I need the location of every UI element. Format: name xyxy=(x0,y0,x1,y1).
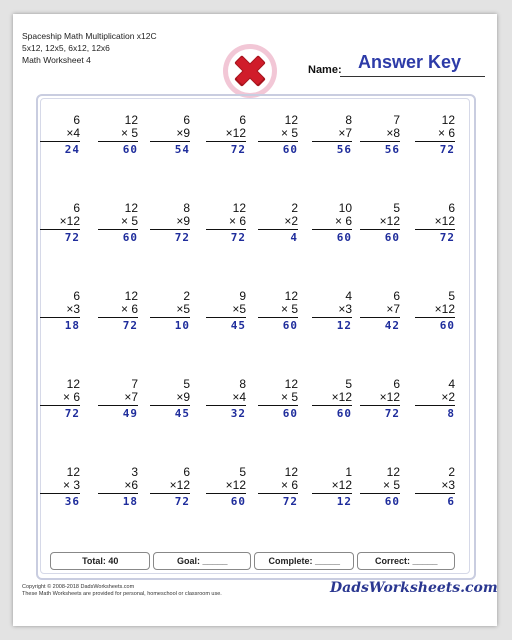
top-number: 9 xyxy=(239,289,246,303)
top-number: 6 xyxy=(448,201,455,215)
problem xyxy=(40,466,80,509)
multiplier: ×12 xyxy=(360,391,400,406)
problem xyxy=(360,202,400,245)
multiplier: ×4 xyxy=(206,391,246,406)
answer: 8 xyxy=(447,407,455,420)
answer: 4 xyxy=(290,231,298,244)
multiplier: × 6 xyxy=(258,479,298,494)
problem xyxy=(360,466,400,509)
answer: 12 xyxy=(336,319,352,332)
multiplier: ×2 xyxy=(258,215,298,230)
goal-cell: Goal: _____ xyxy=(153,552,251,570)
problem xyxy=(206,466,246,509)
top-number: 7 xyxy=(393,113,400,127)
problem xyxy=(40,114,80,157)
top-number: 6 xyxy=(73,289,80,303)
multiplier: × 6 xyxy=(40,391,80,406)
multiplier: ×12 xyxy=(206,127,246,142)
problem xyxy=(258,466,298,509)
multiplier: ×3 xyxy=(312,303,352,318)
top-number: 5 xyxy=(239,465,246,479)
multiplier: × 5 xyxy=(258,127,298,142)
answer: 72 xyxy=(64,231,80,244)
multiplier: × 5 xyxy=(258,303,298,318)
problem xyxy=(206,202,246,245)
top-number: 2 xyxy=(448,465,455,479)
problem xyxy=(415,114,455,157)
multiplier: ×12 xyxy=(150,479,190,494)
problem xyxy=(150,202,190,245)
answer: 60 xyxy=(122,231,138,244)
worksheet-subtitle: Math Worksheet 4 xyxy=(22,55,91,65)
answer: 12 xyxy=(336,495,352,508)
top-number: 12 xyxy=(284,377,298,391)
answer: 49 xyxy=(122,407,138,420)
multiplier: ×12 xyxy=(360,215,400,230)
multiplier: ×9 xyxy=(150,391,190,406)
problem xyxy=(312,378,352,421)
multiplier: × 6 xyxy=(98,303,138,318)
problem xyxy=(258,290,298,333)
multiplier: ×5 xyxy=(150,303,190,318)
problem xyxy=(312,290,352,333)
name-area xyxy=(308,52,488,82)
top-number: 6 xyxy=(183,113,190,127)
answer: 18 xyxy=(64,319,80,332)
multiplier: ×7 xyxy=(312,127,352,142)
answer: 60 xyxy=(336,407,352,420)
multiplier: ×7 xyxy=(98,391,138,406)
answer: 72 xyxy=(230,231,246,244)
copyright-line: Copyright © 2008-2018 DadsWorksheets.com xyxy=(22,584,135,590)
problem xyxy=(258,114,298,157)
top-number: 12 xyxy=(441,113,455,127)
answer: 72 xyxy=(439,143,455,156)
problem xyxy=(360,290,400,333)
answer: 32 xyxy=(230,407,246,420)
multiplier: × 6 xyxy=(312,215,352,230)
problem xyxy=(98,202,138,245)
top-number: 6 xyxy=(393,289,400,303)
problem xyxy=(40,290,80,333)
answer: 60 xyxy=(384,495,400,508)
answer: 72 xyxy=(174,231,190,244)
answer: 60 xyxy=(282,143,298,156)
multiplier: ×12 xyxy=(312,479,352,494)
problem xyxy=(415,202,455,245)
multiplier: ×4 xyxy=(40,127,80,142)
answer: 6 xyxy=(447,495,455,508)
name-label: Name: xyxy=(308,64,342,76)
top-number: 12 xyxy=(232,201,246,215)
top-number: 6 xyxy=(239,113,246,127)
top-number: 12 xyxy=(66,377,80,391)
multiplier: ×9 xyxy=(150,127,190,142)
multiplier: ×12 xyxy=(312,391,352,406)
answer: 60 xyxy=(384,231,400,244)
multiplier: ×12 xyxy=(206,479,246,494)
answer: 56 xyxy=(384,143,400,156)
multiplier: ×6 xyxy=(98,479,138,494)
problem xyxy=(150,114,190,157)
usage-line: These Math Worksheets are provided for personal, homeschool or classroom use. xyxy=(22,591,222,597)
answer: 60 xyxy=(230,495,246,508)
multiplier: ×8 xyxy=(360,127,400,142)
top-number: 5 xyxy=(345,377,352,391)
problem xyxy=(312,466,352,509)
name-line xyxy=(340,76,485,77)
problem xyxy=(40,202,80,245)
multiplier: × 6 xyxy=(206,215,246,230)
answer: 60 xyxy=(122,143,138,156)
multiplier: ×2 xyxy=(415,391,455,406)
problem xyxy=(415,290,455,333)
answer: 42 xyxy=(384,319,400,332)
problem xyxy=(206,378,246,421)
correct-cell: Correct: _____ xyxy=(357,552,455,570)
answer-key-title: Answer Key xyxy=(358,52,462,72)
problem xyxy=(312,202,352,245)
multiplier: ×3 xyxy=(415,479,455,494)
answer: 72 xyxy=(230,143,246,156)
answer: 18 xyxy=(122,495,138,508)
problem xyxy=(206,114,246,157)
multiplier: × 5 xyxy=(360,479,400,494)
brand-logo: DadsWorksheets.com xyxy=(330,580,498,596)
problem xyxy=(206,290,246,333)
multiplier: × 5 xyxy=(98,215,138,230)
top-number: 12 xyxy=(284,113,298,127)
answer: 36 xyxy=(64,495,80,508)
answer: 72 xyxy=(174,495,190,508)
total-cell: Total: 40 xyxy=(50,552,150,570)
answer: 72 xyxy=(384,407,400,420)
top-number: 5 xyxy=(183,377,190,391)
multiplier: × 3 xyxy=(40,479,80,494)
problem xyxy=(415,378,455,421)
top-number: 4 xyxy=(345,289,352,303)
problem xyxy=(360,378,400,421)
top-number: 6 xyxy=(183,465,190,479)
top-number: 6 xyxy=(393,377,400,391)
problem xyxy=(150,466,190,509)
answer: 45 xyxy=(230,319,246,332)
answer: 56 xyxy=(336,143,352,156)
problem xyxy=(150,378,190,421)
top-number: 12 xyxy=(386,465,400,479)
top-number: 12 xyxy=(124,201,138,215)
answer: 60 xyxy=(282,319,298,332)
problem xyxy=(150,290,190,333)
answer: 72 xyxy=(122,319,138,332)
multiplier: ×9 xyxy=(150,215,190,230)
answer: 24 xyxy=(64,143,80,156)
red-x-icon xyxy=(221,42,279,100)
multiplier: ×12 xyxy=(415,215,455,230)
problem xyxy=(415,466,455,509)
multiplier: × 6 xyxy=(415,127,455,142)
worksheet-title: Spaceship Math Multiplication x12C xyxy=(22,31,157,41)
answer: 60 xyxy=(336,231,352,244)
answer: 72 xyxy=(282,495,298,508)
problem xyxy=(98,290,138,333)
answer: 72 xyxy=(439,231,455,244)
top-number: 3 xyxy=(131,465,138,479)
complete-cell: Complete: _____ xyxy=(254,552,354,570)
problem xyxy=(258,202,298,245)
top-number: 1 xyxy=(345,465,352,479)
top-number: 12 xyxy=(284,465,298,479)
problem xyxy=(258,378,298,421)
problem xyxy=(98,114,138,157)
answer: 60 xyxy=(439,319,455,332)
multiplier: ×3 xyxy=(40,303,80,318)
problem xyxy=(98,378,138,421)
top-number: 8 xyxy=(345,113,352,127)
problem xyxy=(40,378,80,421)
top-number: 2 xyxy=(183,289,190,303)
top-number: 12 xyxy=(284,289,298,303)
multiplier: × 5 xyxy=(98,127,138,142)
problem xyxy=(98,466,138,509)
multiplier: ×7 xyxy=(360,303,400,318)
top-number: 8 xyxy=(183,201,190,215)
top-number: 12 xyxy=(66,465,80,479)
answer: 72 xyxy=(64,407,80,420)
answer: 54 xyxy=(174,143,190,156)
multiplier: ×5 xyxy=(206,303,246,318)
answer: 10 xyxy=(174,319,190,332)
top-number: 5 xyxy=(448,289,455,303)
multiplier: ×12 xyxy=(415,303,455,318)
top-number: 6 xyxy=(73,201,80,215)
top-number: 5 xyxy=(393,201,400,215)
problem xyxy=(360,114,400,157)
top-number: 4 xyxy=(448,377,455,391)
answer: 45 xyxy=(174,407,190,420)
top-number: 10 xyxy=(338,201,352,215)
top-number: 12 xyxy=(124,113,138,127)
problem xyxy=(312,114,352,157)
top-number: 12 xyxy=(124,289,138,303)
score-bar xyxy=(50,552,458,570)
top-number: 7 xyxy=(131,377,138,391)
top-number: 8 xyxy=(239,377,246,391)
top-number: 2 xyxy=(291,201,298,215)
worksheet-header xyxy=(22,30,157,66)
answer: 60 xyxy=(282,407,298,420)
top-number: 6 xyxy=(73,113,80,127)
multiplier: × 5 xyxy=(258,391,298,406)
multiplier: ×12 xyxy=(40,215,80,230)
worksheet-facts: 5x12, 12x5, 6x12, 12x6 xyxy=(22,43,110,53)
copyright xyxy=(22,584,222,598)
